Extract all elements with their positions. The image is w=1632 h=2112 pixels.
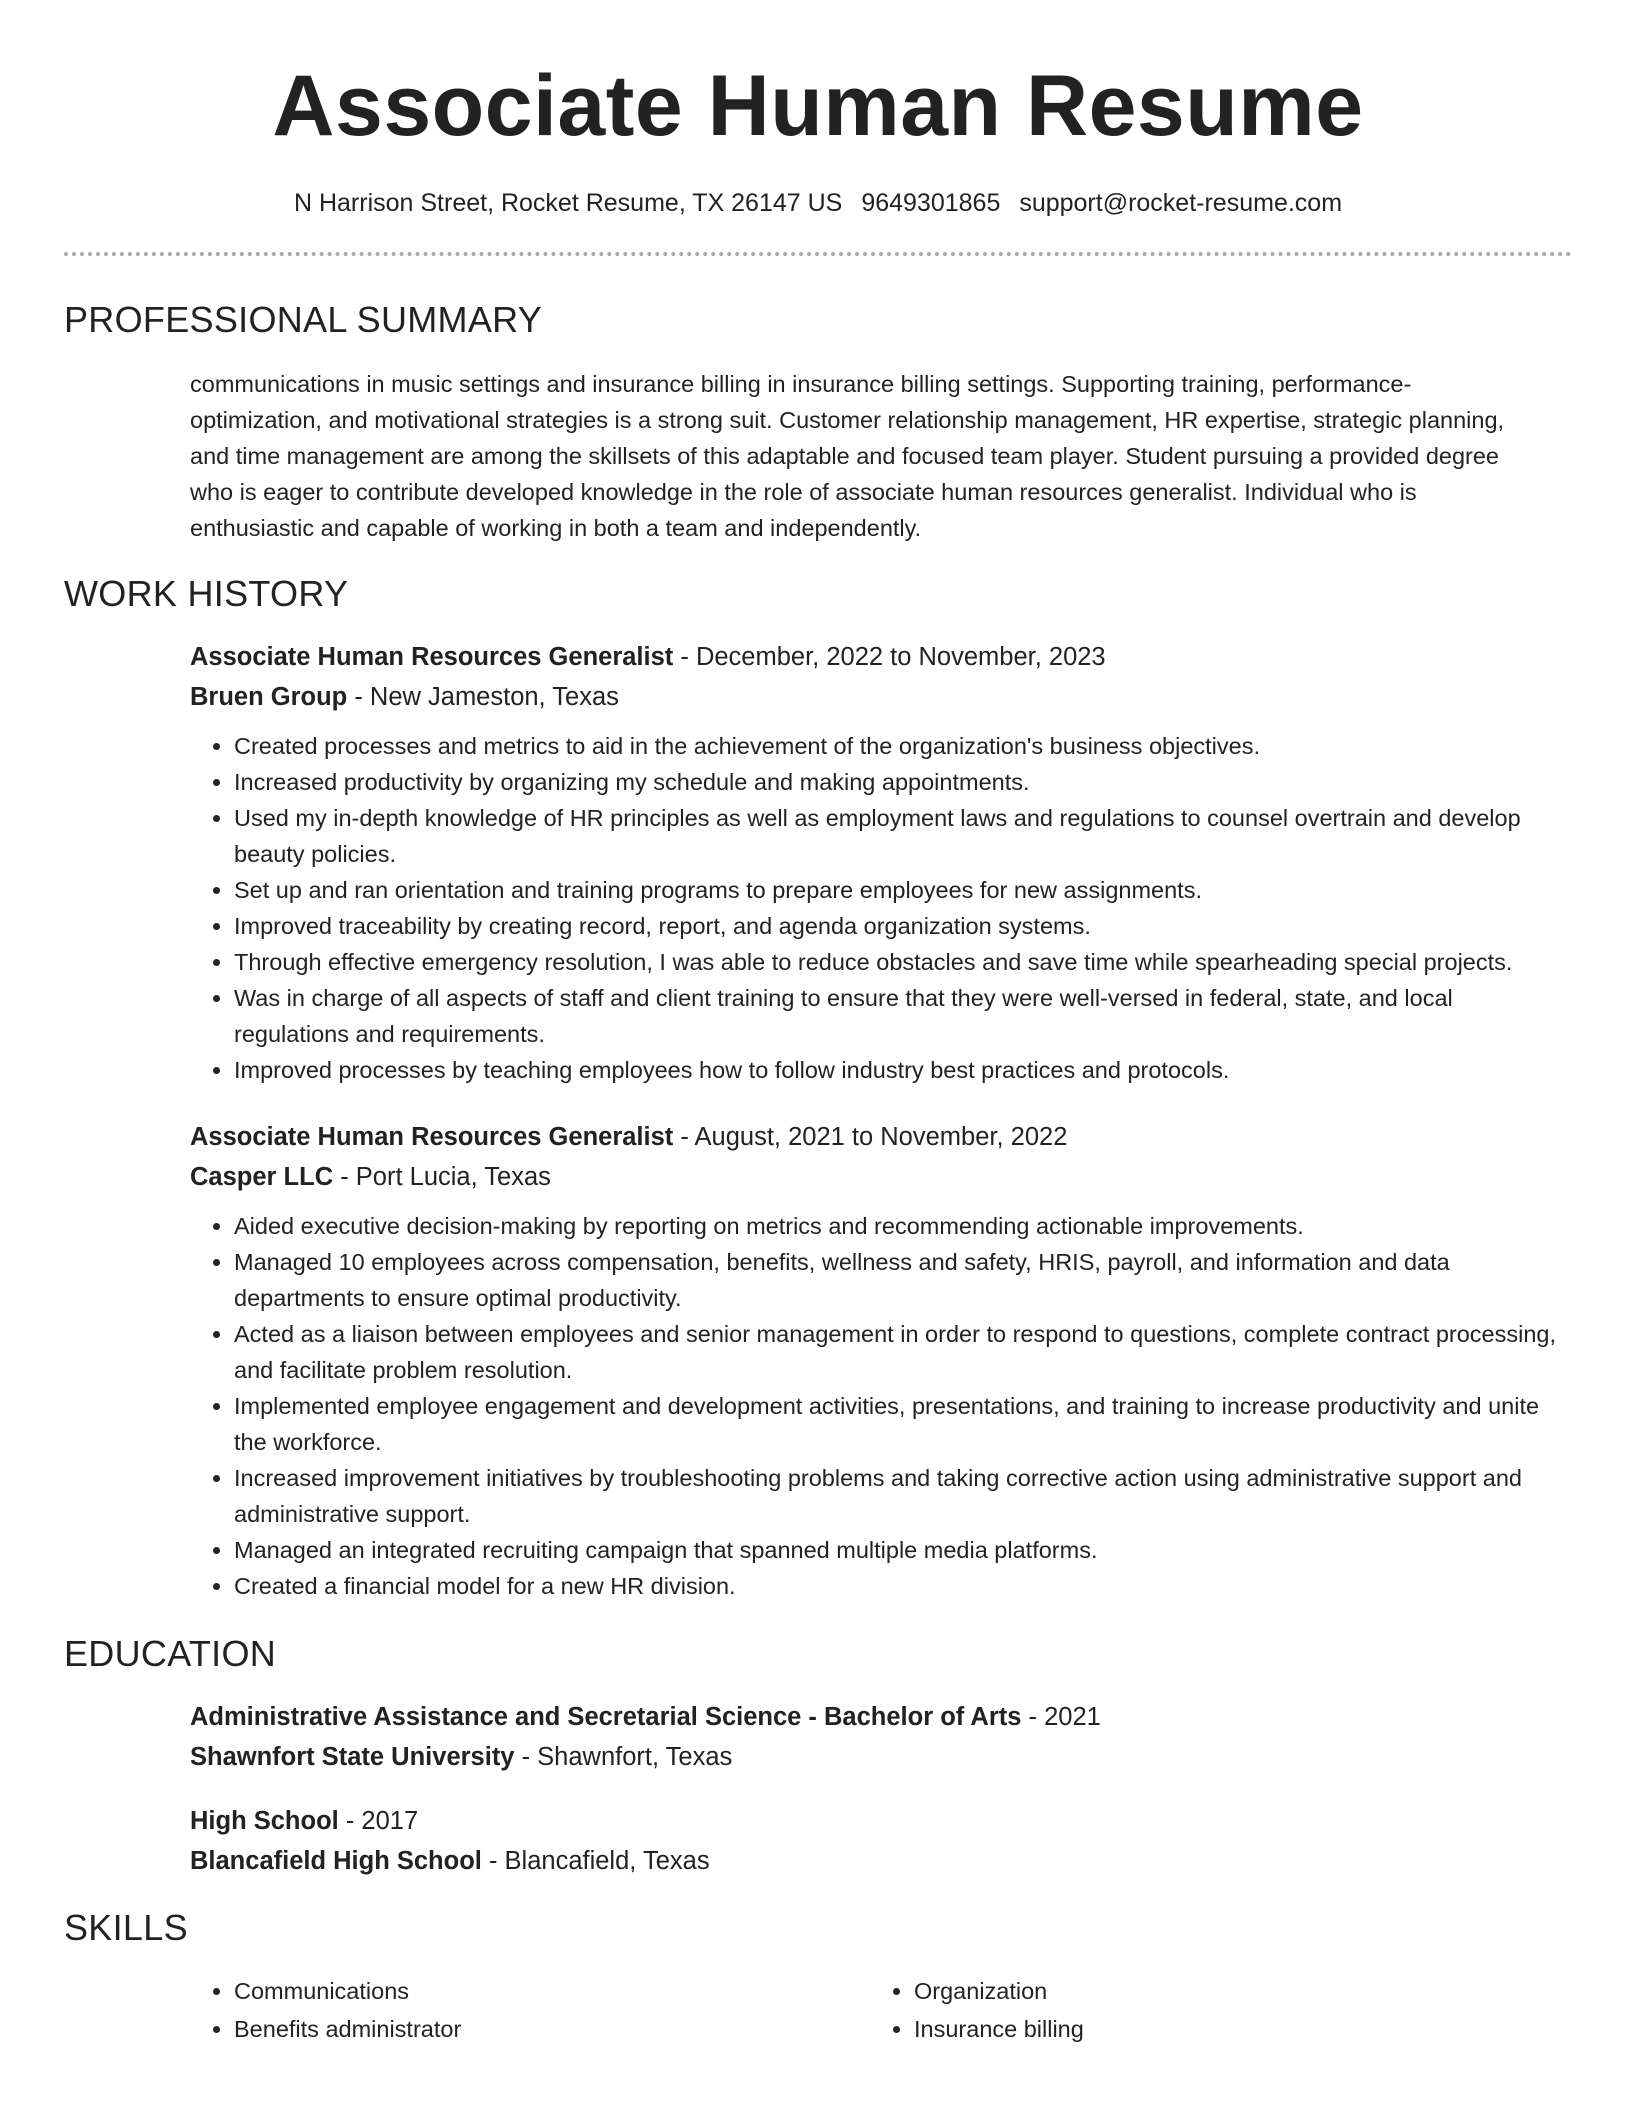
job-bullets xyxy=(190,728,1572,1088)
education-school: Blancafield High School xyxy=(190,1847,482,1875)
job-role: Associate Human Resources Generalist xyxy=(190,643,674,671)
list-item: • Increased improvement initiatives by troubleshooting problems and taking corrective action using administrative support and administrative support. xyxy=(234,1460,1572,1532)
list-item: • Implemented employee engagement and development activities, presentations, and training to increase productivity and unite the workforce. xyxy=(234,1388,1572,1460)
work-history-heading: WORK HISTORY xyxy=(64,573,349,614)
job-company-line xyxy=(190,1160,1572,1194)
job-location: - New Jameston, Texas xyxy=(347,683,619,711)
education-school: Shawnfort State University xyxy=(190,1743,515,1771)
job-location: - Port Lucia, Texas xyxy=(333,1163,551,1191)
list-item: • Created a financial model for a new HR division. xyxy=(234,1568,1572,1604)
education-heading: EDUCATION xyxy=(64,1633,277,1674)
list-item: • Acted as a liaison between employees and senior management in order to respond to questions, complete contract processing, and facilitate problem resolution. xyxy=(234,1316,1572,1388)
education-degree-line xyxy=(190,1700,1572,1734)
skill-item: • Insurance billing xyxy=(914,2010,1550,2048)
list-item: • Increased productivity by organizing my schedule and making appointments. xyxy=(234,764,1572,800)
education-entry xyxy=(190,1804,1572,1878)
candidate-name: Associate Human Resume xyxy=(272,58,1364,154)
job-company-line xyxy=(190,680,1572,714)
education-year: - 2017 xyxy=(338,1807,419,1835)
job-dates: - December, 2022 to November, 2023 xyxy=(673,643,1106,671)
list-item: • Set up and ran orientation and training programs to prepare employees for new assignments. xyxy=(234,872,1572,908)
job-title-line xyxy=(190,640,1572,674)
list-item: • Used my in-depth knowledge of HR principles as well as employment laws and regulations to counsel overtrain and develop beauty policies. xyxy=(234,800,1572,872)
skills-columns xyxy=(190,1972,1572,2048)
summary-heading: PROFESSIONAL SUMMARY xyxy=(64,299,543,340)
list-item: • Was in charge of all aspects of staff and client training to ensure that they were well-versed in federal, state, and local regulations and requirements. xyxy=(234,980,1572,1052)
job-role: Associate Human Resources Generalist xyxy=(190,1123,674,1151)
contact-email[interactable]: support@rocket-resume.com xyxy=(1019,189,1343,217)
job-entry xyxy=(190,640,1572,1088)
job-company: Bruen Group xyxy=(190,683,348,711)
contact-line xyxy=(64,188,1572,218)
resume-page xyxy=(64,0,1572,2048)
education-degree-line xyxy=(190,1804,1572,1838)
skill-item: • Benefits administrator xyxy=(234,2010,870,2048)
skill-item: • Communications xyxy=(234,1972,870,2010)
contact-phone: 9649301865 xyxy=(861,189,1001,217)
list-item: • Aided executive decision-making by reporting on metrics and recommending actionable improvements. xyxy=(234,1208,1572,1244)
job-title-line xyxy=(190,1120,1572,1154)
education-location: - Blancafield, Texas xyxy=(481,1847,710,1875)
skill-item: • Organization xyxy=(914,1972,1550,2010)
list-item: • Through effective emergency resolution, I was able to reduce obstacles and save time while spearheading special projects. xyxy=(234,944,1572,980)
job-entry xyxy=(190,1120,1572,1604)
job-bullets xyxy=(190,1208,1572,1604)
list-item: • Created processes and metrics to aid in the achievement of the organization's business objectives. xyxy=(234,728,1572,764)
education-entry xyxy=(190,1700,1572,1774)
list-item: • Managed an integrated recruiting campaign that spanned multiple media platforms. xyxy=(234,1532,1572,1568)
education-school-line xyxy=(190,1844,1572,1878)
summary-text: communications in music settings and insurance billing in insurance billing settings. Supporting training, performance-optimization, and motivational strategies is a strong suit. Customer relationship management, HR expertise, strategic planning, and time management are among the skillsets of this adaptable and focused team player. Student pursuing a provided degree who is eager to contribute developed knowledge in the role of associate human resources generalist. Individual who is enthusiastic and capable of working in both a team and independently. xyxy=(190,371,1505,541)
skills-heading: SKILLS xyxy=(64,1907,188,1948)
education-school-line xyxy=(190,1740,1572,1774)
education-degree: Administrative Assistance and Secretarial Science - Bachelor of Arts xyxy=(190,1703,1022,1731)
header-divider xyxy=(64,252,1572,256)
job-dates: - August, 2021 to November, 2022 xyxy=(673,1123,1068,1151)
education-location: - Shawnfort, Texas xyxy=(514,1743,733,1771)
education-degree: High School xyxy=(190,1807,339,1835)
job-company: Casper LLC xyxy=(190,1163,334,1191)
education-year: - 2021 xyxy=(1021,1703,1101,1731)
skills-column-right xyxy=(870,1972,1550,2048)
list-item: • Managed 10 employees across compensation, benefits, wellness and safety, HRIS, payroll, and information and data departments to ensure optimal productivity. xyxy=(234,1244,1572,1316)
list-item: • Improved processes by teaching employees how to follow industry best practices and protocols. xyxy=(234,1052,1572,1088)
list-item: • Improved traceability by creating record, report, and agenda organization systems. xyxy=(234,908,1572,944)
contact-address: N Harrison Street, Rocket Resume, TX 26147 US xyxy=(293,189,843,217)
skills-column-left xyxy=(190,1972,870,2048)
